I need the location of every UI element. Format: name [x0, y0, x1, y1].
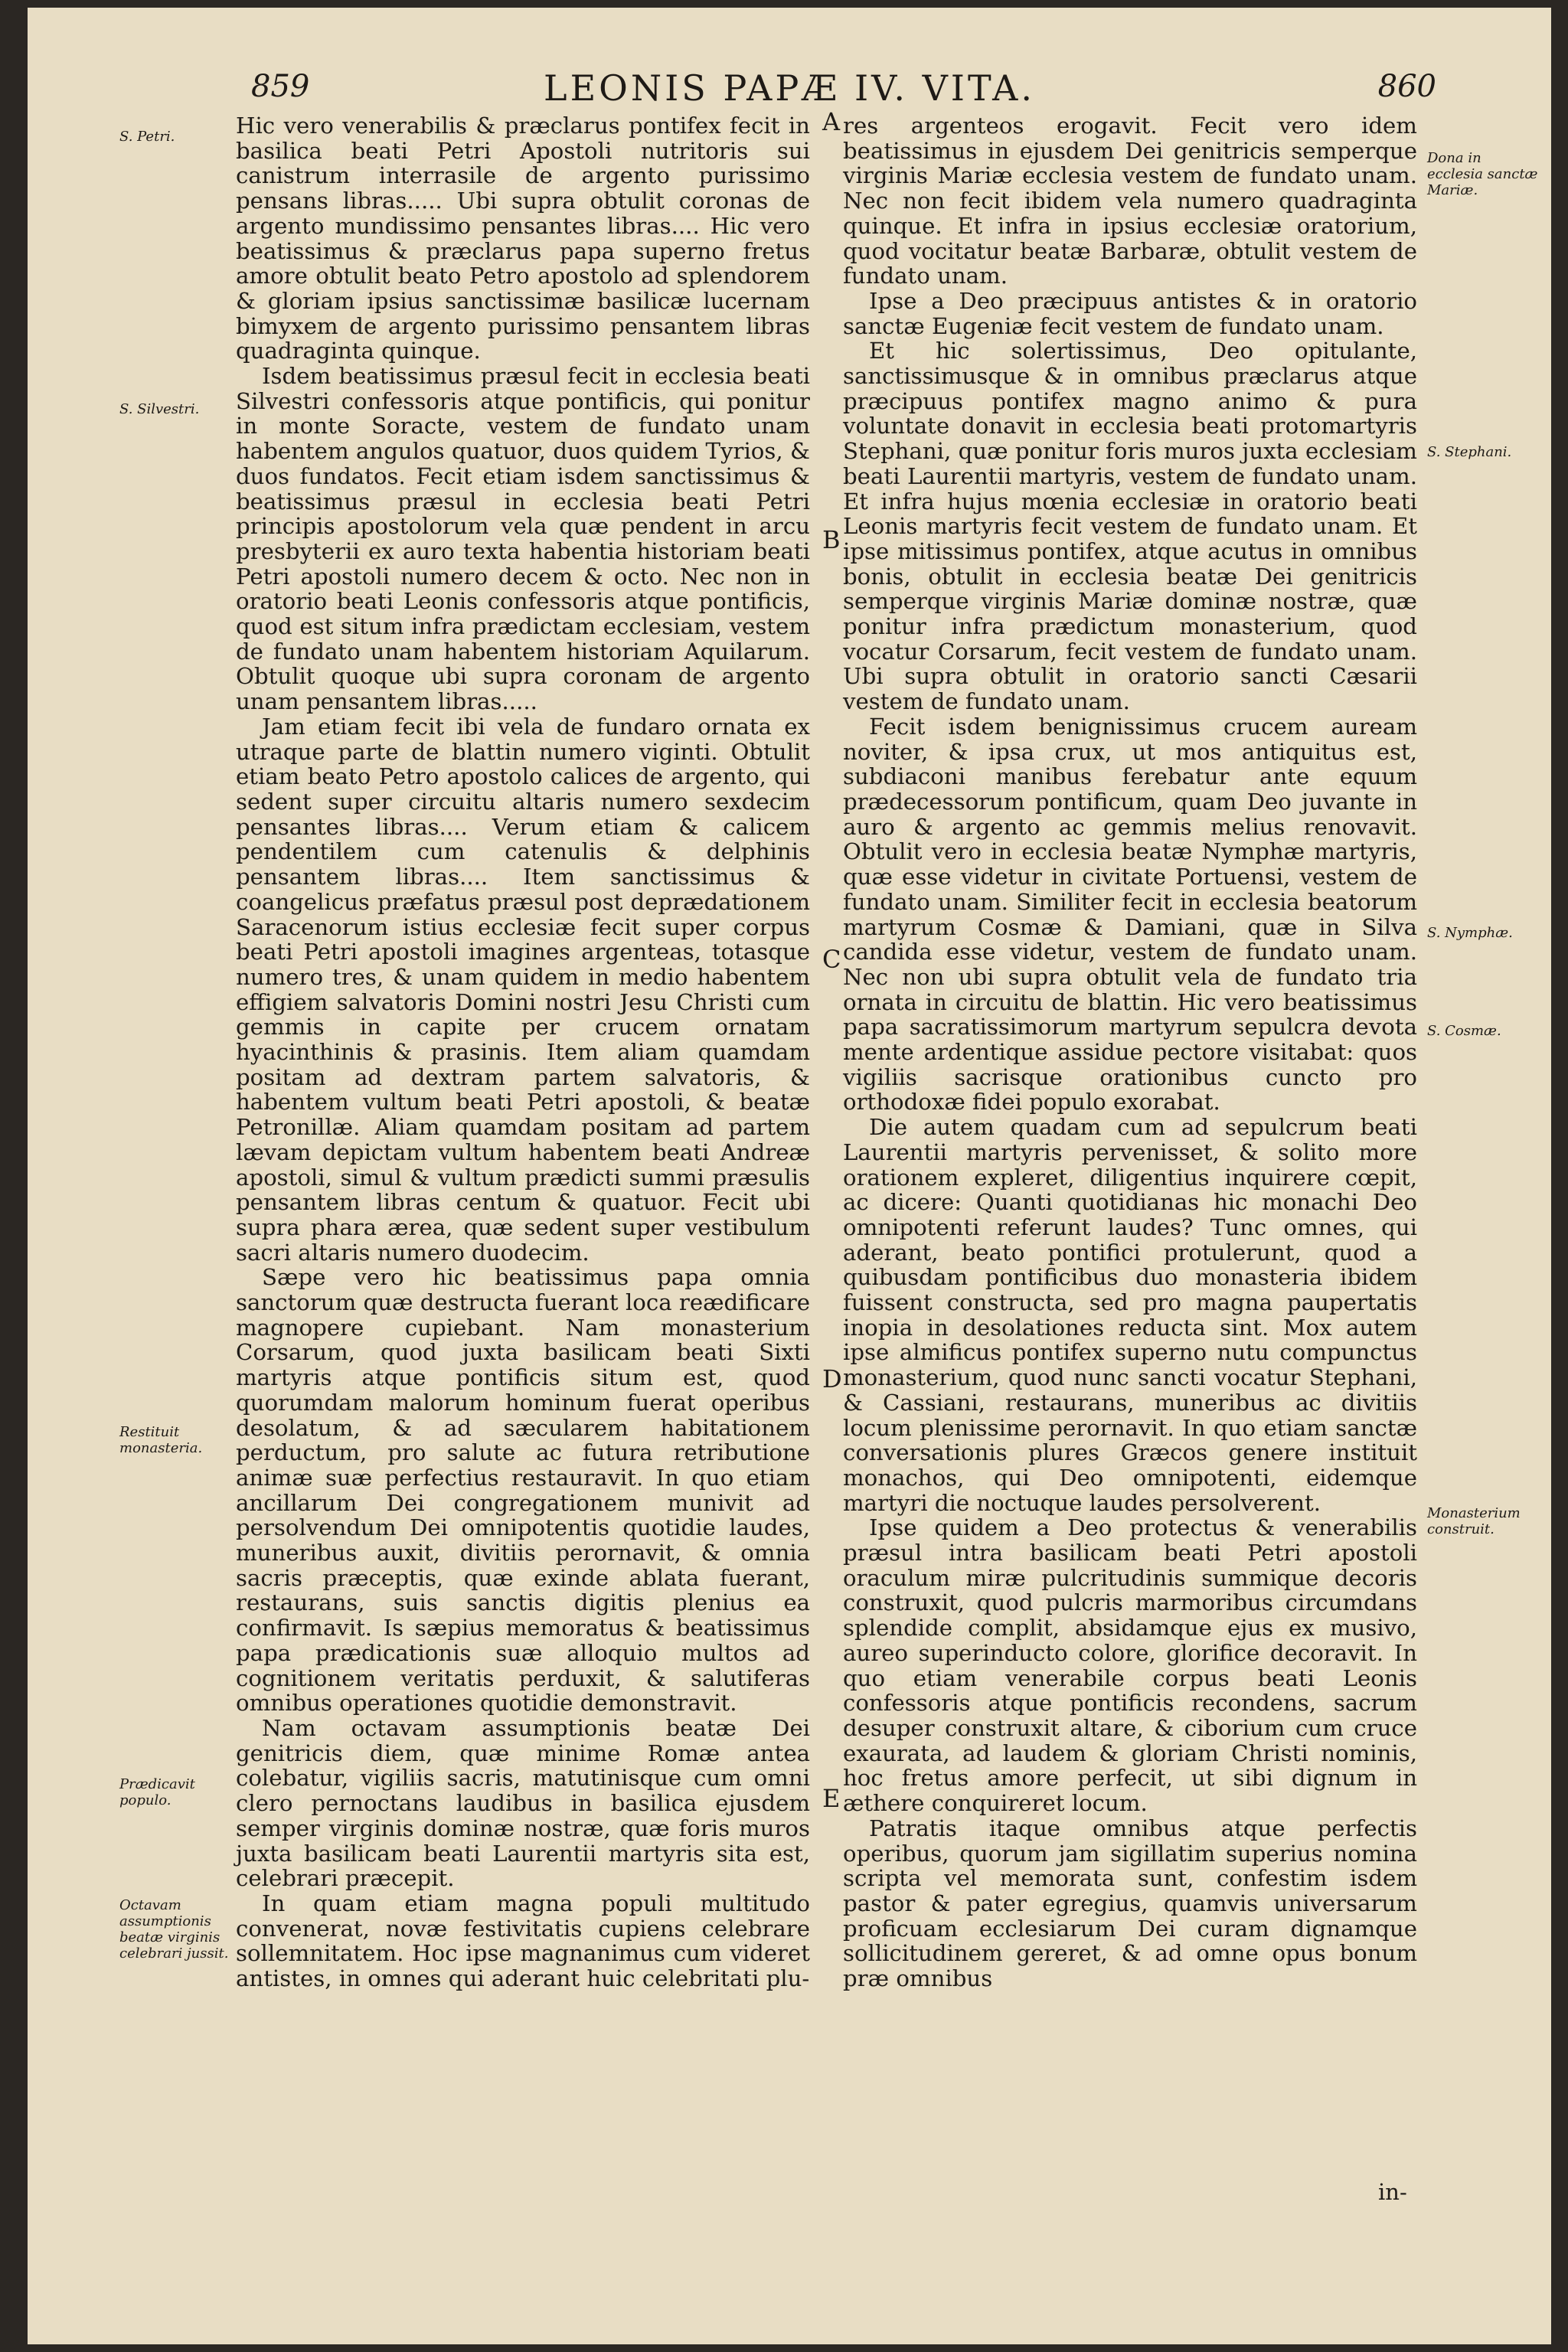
- paragraph: Ipse quidem a Deo protectus & venerabilis præsul intra basilicam beati Petri apostoli oraculum miræ pulcritudinis summique decoris construxit, quod pulcris marmoribus circumdans splendide complit, absidamque ejus ex musivo, aureo superinducto colore, glorifice decoravit. In quo etiam venerabile corpus beati Leonis confessoris atque pontificis recondens, sacrum desuper construxit altare, & ciborium cum cruce exaurata, ad laudem & gloriam Christi nominis, hoc fretus amore perfecit, ut sibi dignum in æthere conquireret locum.: [843, 1514, 1417, 1817]
- margin-note: S. Silvestri.: [119, 401, 200, 417]
- paragraph: Et hic solertissimus, Deo opitulante, sanctissimusque & in omnibus præclarus atque præcipuus pontifex magno animo & pura voluntate donavit in ecclesia beati protomartyris Stephani, quæ ponitur foris muros juxta ecclesiam beati Laurentii martyris, vestem de fundato unam. Et infra hujus mœnia ecclesiæ in oratorio beati Leonis martyris fecit vestem de fundato unam. Et ipse mitissimus pontifex, atque acutus in omnibus bonis, obtulit in ecclesia beatæ Dei genitricis semperque virginis Mariæ dominæ nostræ, quæ ponitur infra prædictum monasterium, quod vocatur Corsarum, fecit vestem de fundato unam. Ubi supra obtulit in oratorio sancti Cæsarii vestem de fundato unam.: [843, 338, 1417, 715]
- paragraph: Patratis itaque omnibus atque perfectis operibus, quorum jam sigillatim superius nomina scripta vel memorata sunt, confestim isdem pastor & pater egregius, quamvis universarum proficuam ecclesiarum Dei curam dignamque sollicitudinem gereret, & ad omne opus bonum præ omnibus: [843, 1815, 1417, 1992]
- paragraph: Ipse a Deo præcipuus antistes & in oratorio sanctæ Eugeniæ fecit vestem de fundato unam.: [843, 287, 1417, 339]
- margin-note: S. Petri.: [119, 129, 175, 145]
- section-letter: E: [822, 1784, 841, 1813]
- page-title: LEONIS PAPÆ IV. VITA.: [544, 67, 1035, 109]
- margin-note: Prædicavit populo.: [119, 1776, 195, 1808]
- margin-note: Dona in ecclesia sanctæ Mariæ.: [1427, 150, 1538, 198]
- paragraph: Jam etiam fecit ibi vela de fundaro ornata ex utraque parte de blattin numero viginti. Obtulit etiam beato Petro apostolo calices de argento, qui sedent super circuitu altaris numero sexdecim pensantes libras.... Verum etiam & calicem pendentilem cum catenulis & delphinis pensantem libras.... Item sanctissimus & coangelicus præfatus præsul post deprædationem Saracenorum istius ecclesiæ fecit super corpus beati Petri apostoli imagines argenteas, totasque numero tres, & unam quidem in medio habentem effigiem salvatoris Domini nostri Jesu Christi cum gemmis in capite per crucem ornatam hyacinthinis & prasinis. Item aliam quamdam positam ad dextram partem salvatoris, & habentem vultum beati Petri apostoli, & beatæ Petronillæ. Aliam quamdam positam ad partem lævam depictam vultum habentem beati Andreæ apostoli, simul & vultum prædicti summi præsulis pensantem libras centum & quatuor. Fecit ubi supra phara ærea, quæ sedent super vestibulum sacri altaris numero duodecim.: [236, 713, 810, 1266]
- page-number-right: 860: [1377, 69, 1436, 104]
- section-letter: D: [822, 1364, 842, 1393]
- text-column-right: [843, 113, 1417, 1991]
- paragraph: Nam octavam assumptionis beatæ Dei genitricis diem, quæ minime Romæ antea colebatur, vigiliis sacris, matutinisque cum omni clero pernoctans laudibus in basilica ejusdem semper virginis dominæ nostræ, quæ foris muros juxta basilicam beati Laurentii martyris sita est, celebrari præcepit.: [236, 1715, 810, 1892]
- catchword: in-: [1378, 2179, 1407, 2205]
- section-letter: A: [822, 107, 841, 136]
- paragraph: Die autem quadam cum ad sepulcrum beati Laurentii martyris pervenisset, & solito more orationem expleret, diligentius inquirere cœpit, ac dicere: Quanti quotidianas hic monachi Deo omnipotenti referunt laudes? Tunc omnes, qui aderant, beato pontifici protulerunt, quod a quibusdam pontificibus duo monasteria ibidem fuissent constructa, sed pro magna paupertatis inopia in desolationes reducta sint. Mox autem ipse almificus pontifex superno nutu compunctus monasterium, quod nunc sancti vocatur Stephani, & Cassiani, restaurans, muneribus ac divitiis locum plenissime perornavit. In quo etiam sanctæ conversationis plures Græcos genere instituit monachos, qui Deo omnipotenti, eidemque martyri die noctuque laudes persolverent.: [843, 1114, 1417, 1516]
- margin-note: S. Cosmæ.: [1427, 1023, 1501, 1039]
- paragraph: Fecit isdem benignissimus crucem auream noviter, & ipsa crux, ut mos antiquitus est, subdiaconi manibus ferebatur ante equum prædecessorum pontificum, quam Deo juvante in auro & argento ac gemmis melius renovavit. Obtulit vero in ecclesia beatæ Nymphæ martyris, quæ esse videtur in civitate Portuensi, vestem de fundato unam. Similiter fecit in ecclesia beatorum martyrum Cosmæ & Damiani, quæ in Silva candida esse videtur, vestem de fundato unam. Nec non ubi supra obtulit vela de fundato tria ornata in circuitu de blattin. Hic vero beatissimus papa sacratissimorum martyrum sepulcra devota mente ardentique assidue pectore visitabat: quos vigiliis sacrisque orationibus cuncto pro orthodoxæ fidei populo exorabat.: [843, 713, 1417, 1116]
- book-page: [28, 8, 1551, 2344]
- paragraph: Isdem beatissimus præsul fecit in ecclesia beati Silvestri confessoris atque pontificis, qui ponitur in monte Soracte, vestem de fundato unam habentem angulos quatuor, duos quidem Tyrios, & duos fundatos. Fecit etiam isdem sanctissimus & beatissimus præsul in ecclesia beati Petri principis apostolorum vela quæ pendent in arcu presbyterii ex auro texta habentia historiam beati Petri apostoli numero decem & octo. Nec non in oratorio beati Leonis confessoris atque pontificis, quod est situm infra prædictam ecclesiam, vestem de fundato unam habentem historiam Aquilarum. Obtulit quoque ubi supra coronam de argento unam pensantem libras.....: [236, 363, 810, 715]
- running-header: [28, 63, 1551, 116]
- margin-note: Restituit monasteria.: [119, 1424, 203, 1456]
- section-letter: B: [822, 525, 841, 554]
- margin-note: Octavam assumptionis beatæ virginis celebrari jussit.: [119, 1897, 229, 1962]
- paragraph: In quam etiam magna populi multitudo convenerat, novæ festivitatis cupiens celebrare sollemnitatem. Hoc ipse magnanimus cum videret antistes, in omnes qui aderant huic celebritati plu-: [236, 1890, 810, 1992]
- margin-note: Monasterium construit.: [1427, 1505, 1521, 1537]
- paragraph: Hic vero venerabilis & præclarus pontifex fecit in basilica beati Petri Apostoli nutritoris sui canistrum interrasile de argento purissimo pensans libras..... Ubi supra obtulit coronas de argento mundissimo pensantes libras.... Hic vero beatissimus & præclarus papa superno fretus amore obtulit beato Petro apostolo ad splendorem & gloriam ipsius sanctissimæ basilicæ lucernam bimyxem de argento purissimo pensantem libras quadraginta quinque.: [236, 113, 810, 364]
- section-letter: C: [822, 945, 841, 974]
- page-number-left: 859: [251, 69, 310, 104]
- text-column-left: [236, 113, 810, 1991]
- margin-note: S. Stephani.: [1427, 444, 1512, 460]
- margin-note: S. Nymphæ.: [1427, 925, 1513, 941]
- paragraph: res argenteos erogavit. Fecit vero idem beatissimus in ejusdem Dei genitricis semperque virginis Mariæ ecclesia vestem de fundato unam. Nec non fecit ibidem vela numero quadraginta quinque. Et infra in ipsius ecclesiæ oratorium, quod vocitatur beatæ Barbaræ, obtulit vestem de fundato unam.: [843, 113, 1417, 289]
- paragraph: Sæpe vero hic beatissimus papa omnia sanctorum quæ destructa fuerant loca reædificare magnopere cupiebant. Nam monasterium Corsarum, quod juxta basilicam beati Sixti martyris atque pontificis situm est, quod quorumdam malorum hominum fuerat operibus desolatum, & ad sæcularem habitationem perductum, pro salute ac futura retributione animæ suæ perfectius restauravit. In quo etiam ancillarum Dei congregationem munivit ad persolvendum Dei omnipotentis quotidie laudes, muneribus auxit, divitiis perornavit, & omnia sacris præceptis, quæ exinde ablata fuerant, restaurans, suis sanctis digitis plenius ea confirmavit. Is sæpius memoratus & beatissimus papa prædicationis suæ alloquio multos ad cognitionem veritatis perduxit, & salutiferas omnibus operationes quotidie demonstravit.: [236, 1264, 810, 1717]
